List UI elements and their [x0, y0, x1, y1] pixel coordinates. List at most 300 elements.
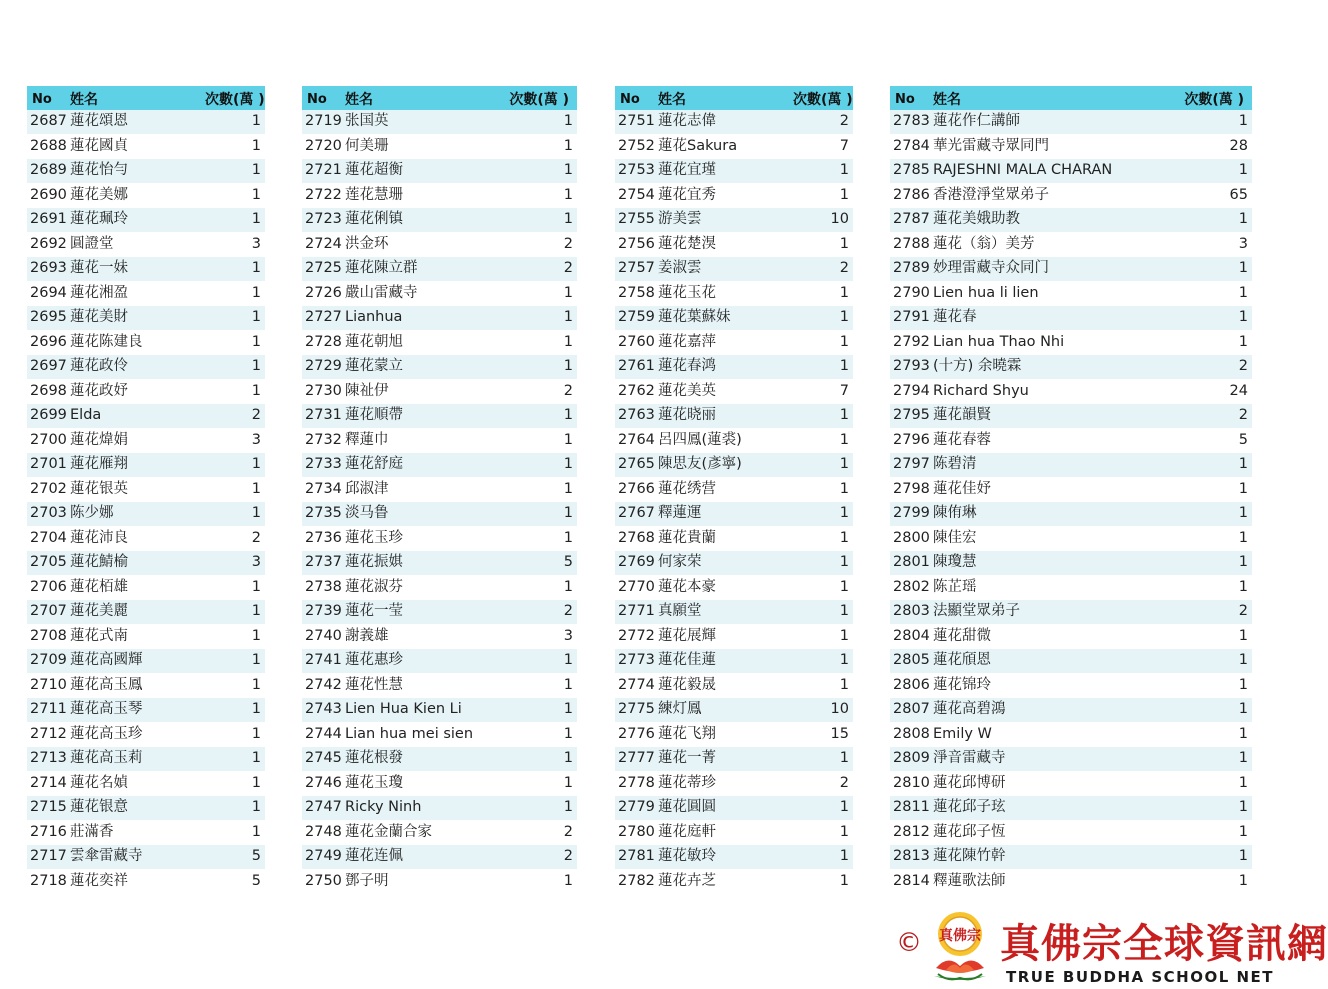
cell-count: 1: [507, 673, 577, 698]
cell-name: 嚴山雷藏寺: [345, 281, 507, 306]
cell-name: 蓮花美娥助教: [933, 208, 1172, 233]
cell-no: 2776: [615, 722, 658, 747]
table-row: [615, 722, 853, 747]
table-row: [890, 698, 1252, 723]
cell-no: 2781: [615, 845, 658, 870]
table-row: [615, 232, 853, 257]
cell-no: 2742: [302, 673, 345, 698]
cell-name: Lian hua Thao Nhi: [933, 330, 1172, 355]
cell-count: 1: [793, 845, 853, 870]
cell-no: 2710: [27, 673, 70, 698]
cell-count: 1: [793, 600, 853, 625]
cell-no: 2713: [27, 747, 70, 772]
cell-name: 莊滿香: [70, 820, 205, 845]
cell-count: 1: [793, 183, 853, 208]
table-row: [302, 722, 577, 747]
table-row: [890, 232, 1252, 257]
cell-count: 1: [1172, 306, 1252, 331]
table-row: [27, 208, 265, 233]
table-row: [302, 845, 577, 870]
cell-name: Ricky Ninh: [345, 796, 507, 821]
cell-count: 1: [1172, 869, 1252, 894]
table-row: [890, 330, 1252, 355]
cell-count: 1: [205, 330, 265, 355]
cell-no: 2780: [615, 820, 658, 845]
cell-no: 2708: [27, 624, 70, 649]
table-row: [27, 159, 265, 184]
table-row: [302, 771, 577, 796]
cell-name: 蓮花作仁講師: [933, 110, 1172, 134]
table-row: [615, 355, 853, 380]
cell-no: 2795: [890, 404, 933, 429]
cell-name: 蓮花美娜: [70, 183, 205, 208]
cell-no: 2717: [27, 845, 70, 870]
cell-no: 2769: [615, 551, 658, 576]
cell-count: 1: [205, 624, 265, 649]
cell-no: 2707: [27, 600, 70, 625]
cell-name: 蓮花锦玲: [933, 673, 1172, 698]
cell-no: 2725: [302, 257, 345, 282]
table-row: [27, 575, 265, 600]
table-row: [890, 306, 1252, 331]
cell-no: 2789: [890, 257, 933, 282]
cell-name: 莲花慧珊: [345, 183, 507, 208]
cell-no: 2759: [615, 306, 658, 331]
cell-no: 2797: [890, 453, 933, 478]
cell-no: 2812: [890, 820, 933, 845]
column-header-name: 姓名: [345, 92, 373, 108]
cell-name: 蓮花惠珍: [345, 649, 507, 674]
cell-count: 1: [1172, 453, 1252, 478]
cell-name: Lien Hua Kien Li: [345, 698, 507, 723]
cell-count: 1: [507, 649, 577, 674]
cell-count: 28: [1172, 134, 1252, 159]
cell-name: 蓮花蒙立: [345, 355, 507, 380]
cell-name: 淨音雷藏寺: [933, 747, 1172, 772]
cell-name: 圓證堂: [70, 232, 205, 257]
cell-no: 2721: [302, 159, 345, 184]
cell-name: 蓮花卉芝: [658, 869, 793, 894]
cell-no: 2791: [890, 306, 933, 331]
cell-count: 1: [1172, 771, 1252, 796]
cell-no: 2806: [890, 673, 933, 698]
cell-count: 1: [1172, 208, 1252, 233]
cell-name: 蓮花Sakura: [658, 134, 793, 159]
table-row: [615, 477, 853, 502]
table-header-row: [27, 86, 265, 110]
cell-count: 2: [507, 845, 577, 870]
table-row: [890, 600, 1252, 625]
cell-name: 蓮花煒娟: [70, 428, 205, 453]
cell-name: 蓮花式南: [70, 624, 205, 649]
table-row: [302, 453, 577, 478]
table-row: [890, 281, 1252, 306]
cell-no: 2714: [27, 771, 70, 796]
cell-count: 1: [1172, 257, 1252, 282]
cell-count: 2: [205, 404, 265, 429]
cell-no: 2813: [890, 845, 933, 870]
cell-count: 1: [205, 820, 265, 845]
cell-name: 蓮花绣营: [658, 477, 793, 502]
table-row: [302, 232, 577, 257]
table-row: [890, 208, 1252, 233]
cell-name: 姜淑雲: [658, 257, 793, 282]
table-row: [615, 379, 853, 404]
cell-count: 2: [793, 110, 853, 134]
table-row: [302, 404, 577, 429]
table-row: [890, 404, 1252, 429]
table-row: [615, 526, 853, 551]
donation-table-3: [615, 86, 853, 894]
table-row: [890, 820, 1252, 845]
table-row: [890, 845, 1252, 870]
cell-name: 華光雷藏寺眾同門: [933, 134, 1172, 159]
table-row: [302, 526, 577, 551]
cell-count: 2: [793, 257, 853, 282]
table-row: [890, 183, 1252, 208]
table-row: [890, 502, 1252, 527]
cell-no: 2755: [615, 208, 658, 233]
cell-count: 1: [793, 306, 853, 331]
cell-name: 蓮花陳竹幹: [933, 845, 1172, 870]
cell-no: 2756: [615, 232, 658, 257]
table-header-row: [615, 86, 853, 110]
cell-count: 1: [205, 110, 265, 134]
cell-name: 蓮花陳立群: [345, 257, 507, 282]
cell-no: 2798: [890, 477, 933, 502]
emblem-text: 真佛宗: [939, 928, 981, 944]
table-row: [615, 404, 853, 429]
cell-count: 1: [793, 820, 853, 845]
donation-table-1: [27, 86, 265, 894]
table-row: [615, 551, 853, 576]
cell-count: 1: [205, 502, 265, 527]
table-row: [27, 477, 265, 502]
cell-no: 2764: [615, 428, 658, 453]
cell-name: 法顯堂眾弟子: [933, 600, 1172, 625]
table-row: [615, 820, 853, 845]
brand-name-english: TRUE BUDDHA SCHOOL NET: [1006, 968, 1275, 986]
cell-count: 1: [507, 453, 577, 478]
cell-no: 2743: [302, 698, 345, 723]
cell-count: 65: [1172, 183, 1252, 208]
table-row: [27, 551, 265, 576]
cell-name: Emily W: [933, 722, 1172, 747]
cell-count: 1: [1172, 698, 1252, 723]
cell-count: 24: [1172, 379, 1252, 404]
cell-name: 呂四鳳(蓮裘): [658, 428, 793, 453]
cell-count: 1: [507, 404, 577, 429]
cell-no: 2749: [302, 845, 345, 870]
table-row: [615, 208, 853, 233]
cell-name: 釋蓮歌法師: [933, 869, 1172, 894]
table-row: [615, 257, 853, 282]
cell-name: 陳祉伊: [345, 379, 507, 404]
cell-count: 1: [205, 281, 265, 306]
table-header-row: [890, 86, 1252, 110]
cell-name: 淡马鲁: [345, 502, 507, 527]
cell-no: 2792: [890, 330, 933, 355]
cell-name: 邱淑津: [345, 477, 507, 502]
cell-count: 2: [507, 820, 577, 845]
cell-no: 2766: [615, 477, 658, 502]
cell-name: 蓮花庭軒: [658, 820, 793, 845]
table-row: [27, 820, 265, 845]
cell-name: 蓮花美財: [70, 306, 205, 331]
cell-count: 1: [205, 306, 265, 331]
cell-no: 2697: [27, 355, 70, 380]
table-row: [615, 281, 853, 306]
donation-table-4: [890, 86, 1252, 894]
cell-count: 1: [507, 208, 577, 233]
table-row: [890, 673, 1252, 698]
cell-count: 1: [1172, 526, 1252, 551]
cell-name: 練灯鳳: [658, 698, 793, 723]
table-row: [27, 526, 265, 551]
table-row: [302, 208, 577, 233]
cell-name: 蓮花（翁）美芳: [933, 232, 1172, 257]
table-row: [890, 134, 1252, 159]
table-row: [302, 330, 577, 355]
table-row: [302, 355, 577, 380]
table-row: [27, 771, 265, 796]
cell-count: 1: [507, 306, 577, 331]
cell-no: 2800: [890, 526, 933, 551]
table-row: [615, 428, 853, 453]
cell-no: 2750: [302, 869, 345, 894]
cell-name: 陈芷瑶: [933, 575, 1172, 600]
column-header-no: No: [620, 91, 640, 107]
cell-count: 1: [205, 796, 265, 821]
cell-name: 蓮花本豪: [658, 575, 793, 600]
cell-name: 洪金环: [345, 232, 507, 257]
cell-count: 1: [507, 771, 577, 796]
cell-no: 2763: [615, 404, 658, 429]
cell-name: 蓮花展輝: [658, 624, 793, 649]
cell-count: 5: [507, 551, 577, 576]
table-row: [302, 257, 577, 282]
cell-name: 游美雲: [658, 208, 793, 233]
site-footer-logo: [896, 910, 1328, 988]
cell-count: 1: [1172, 281, 1252, 306]
cell-name: 蓮花甜微: [933, 624, 1172, 649]
cell-no: 2718: [27, 869, 70, 894]
cell-count: 1: [205, 649, 265, 674]
cell-no: 2809: [890, 747, 933, 772]
cell-count: 1: [205, 747, 265, 772]
table-row: [302, 747, 577, 772]
table-row: [302, 428, 577, 453]
cell-no: 2698: [27, 379, 70, 404]
cell-count: 1: [793, 869, 853, 894]
table-row: [615, 747, 853, 772]
cell-name: 蓮花玉花: [658, 281, 793, 306]
cell-name: 蓮花珮玲: [70, 208, 205, 233]
cell-no: 2701: [27, 453, 70, 478]
cell-name: 蓮花政妤: [70, 379, 205, 404]
table-row: [302, 869, 577, 894]
cell-no: 2760: [615, 330, 658, 355]
cell-count: 1: [507, 355, 577, 380]
cell-no: 2811: [890, 796, 933, 821]
cell-name: 蓮花沛良: [70, 526, 205, 551]
table-row: [890, 110, 1252, 134]
cell-name: 蓮花怡勻: [70, 159, 205, 184]
cell-name: Lianhua: [345, 306, 507, 331]
cell-no: 2702: [27, 477, 70, 502]
cell-count: 15: [793, 722, 853, 747]
cell-count: 3: [205, 428, 265, 453]
table-row: [27, 624, 265, 649]
cell-name: 蓮花一莹: [345, 600, 507, 625]
cell-name: 蓮花湘盈: [70, 281, 205, 306]
cell-count: 1: [507, 747, 577, 772]
table-row: [302, 477, 577, 502]
cell-count: 3: [507, 624, 577, 649]
cell-no: 2736: [302, 526, 345, 551]
cell-name: 蓮花朝旭: [345, 330, 507, 355]
table-row: [615, 159, 853, 184]
cell-name: 蓮花高玉鳳: [70, 673, 205, 698]
cell-name: 蓮花邱子恆: [933, 820, 1172, 845]
cell-count: 3: [1172, 232, 1252, 257]
cell-count: 2: [1172, 600, 1252, 625]
cell-no: 2762: [615, 379, 658, 404]
cell-count: 1: [205, 257, 265, 282]
table-row: [27, 453, 265, 478]
table-row: [615, 771, 853, 796]
table-row: [27, 796, 265, 821]
cell-count: 1: [507, 134, 577, 159]
cell-name: 何家荣: [658, 551, 793, 576]
table-row: [615, 134, 853, 159]
table-row: [890, 257, 1252, 282]
cell-no: 2731: [302, 404, 345, 429]
table-row: [615, 673, 853, 698]
cell-no: 2793: [890, 355, 933, 380]
cell-name: 陳思友(彥寧): [658, 453, 793, 478]
cell-no: 2767: [615, 502, 658, 527]
cell-no: 2716: [27, 820, 70, 845]
table-row: [615, 183, 853, 208]
cell-count: 1: [1172, 502, 1252, 527]
table-row: [27, 134, 265, 159]
cell-name: 蓮花玉瓊: [345, 771, 507, 796]
cell-count: 1: [793, 502, 853, 527]
table-row: [302, 600, 577, 625]
table-row: [890, 551, 1252, 576]
cell-count: 5: [205, 869, 265, 894]
table-row: [302, 110, 577, 134]
table-row: [302, 624, 577, 649]
cell-no: 2785: [890, 159, 933, 184]
cell-no: 2695: [27, 306, 70, 331]
cell-name: Lian hua mei sien: [345, 722, 507, 747]
table-row: [890, 624, 1252, 649]
cell-count: 1: [1172, 747, 1252, 772]
cell-count: 2: [1172, 355, 1252, 380]
cell-no: 2734: [302, 477, 345, 502]
cell-name: 蓮花圓圓: [658, 796, 793, 821]
cell-count: 1: [793, 673, 853, 698]
cell-no: 2745: [302, 747, 345, 772]
cell-name: 蓮花栢雄: [70, 575, 205, 600]
cell-count: 1: [507, 575, 577, 600]
cell-name: 蓮花政伶: [70, 355, 205, 380]
cell-no: 2773: [615, 649, 658, 674]
cell-name: 蓮花俐镇: [345, 208, 507, 233]
cell-name: 蓮花佳妤: [933, 477, 1172, 502]
cell-count: 1: [793, 575, 853, 600]
table-row: [27, 869, 265, 894]
lotus-emblem-icon: [928, 910, 992, 986]
cell-count: 1: [1172, 649, 1252, 674]
table-row: [302, 575, 577, 600]
cell-name: 蓮花頌恩: [70, 110, 205, 134]
cell-name: Lien hua li lien: [933, 281, 1172, 306]
cell-no: 2782: [615, 869, 658, 894]
cell-count: 1: [507, 183, 577, 208]
cell-count: 1: [1172, 722, 1252, 747]
table-header-row: [302, 86, 577, 110]
cell-name: 蓮花敏玲: [658, 845, 793, 870]
cell-name: (十方) 余曉霖: [933, 355, 1172, 380]
table-row: [27, 183, 265, 208]
cell-no: 2814: [890, 869, 933, 894]
cell-count: 2: [793, 771, 853, 796]
cell-name: 蓮花高玉珍: [70, 722, 205, 747]
table-row: [615, 330, 853, 355]
cell-no: 2687: [27, 110, 70, 134]
cell-no: 2788: [890, 232, 933, 257]
cell-no: 2747: [302, 796, 345, 821]
cell-count: 1: [793, 404, 853, 429]
table-row: [615, 649, 853, 674]
table-row: [890, 747, 1252, 772]
cell-no: 2768: [615, 526, 658, 551]
table-row: [27, 355, 265, 380]
cell-count: 1: [1172, 820, 1252, 845]
cell-no: 2744: [302, 722, 345, 747]
cell-count: 1: [507, 526, 577, 551]
cell-no: 2758: [615, 281, 658, 306]
cell-count: 1: [507, 330, 577, 355]
cell-name: 蓮花春蓉: [933, 428, 1172, 453]
cell-name: 蓮花金蘭合家: [345, 820, 507, 845]
cell-no: 2751: [615, 110, 658, 134]
column-header-name: 姓名: [933, 92, 961, 108]
cell-no: 2722: [302, 183, 345, 208]
column-header-name: 姓名: [70, 92, 98, 108]
table-row: [890, 159, 1252, 184]
cell-no: 2774: [615, 673, 658, 698]
table-row: [27, 747, 265, 772]
cell-no: 2699: [27, 404, 70, 429]
cell-count: 1: [205, 134, 265, 159]
cell-name: 蓮花一菁: [658, 747, 793, 772]
cell-count: 7: [793, 379, 853, 404]
cell-no: 2724: [302, 232, 345, 257]
cell-no: 2712: [27, 722, 70, 747]
table-row: [302, 159, 577, 184]
cell-count: 2: [507, 257, 577, 282]
cell-count: 1: [1172, 624, 1252, 649]
cell-no: 2802: [890, 575, 933, 600]
cell-count: 1: [1172, 477, 1252, 502]
table-row: [890, 379, 1252, 404]
table-row: [27, 330, 265, 355]
cell-count: 1: [507, 722, 577, 747]
